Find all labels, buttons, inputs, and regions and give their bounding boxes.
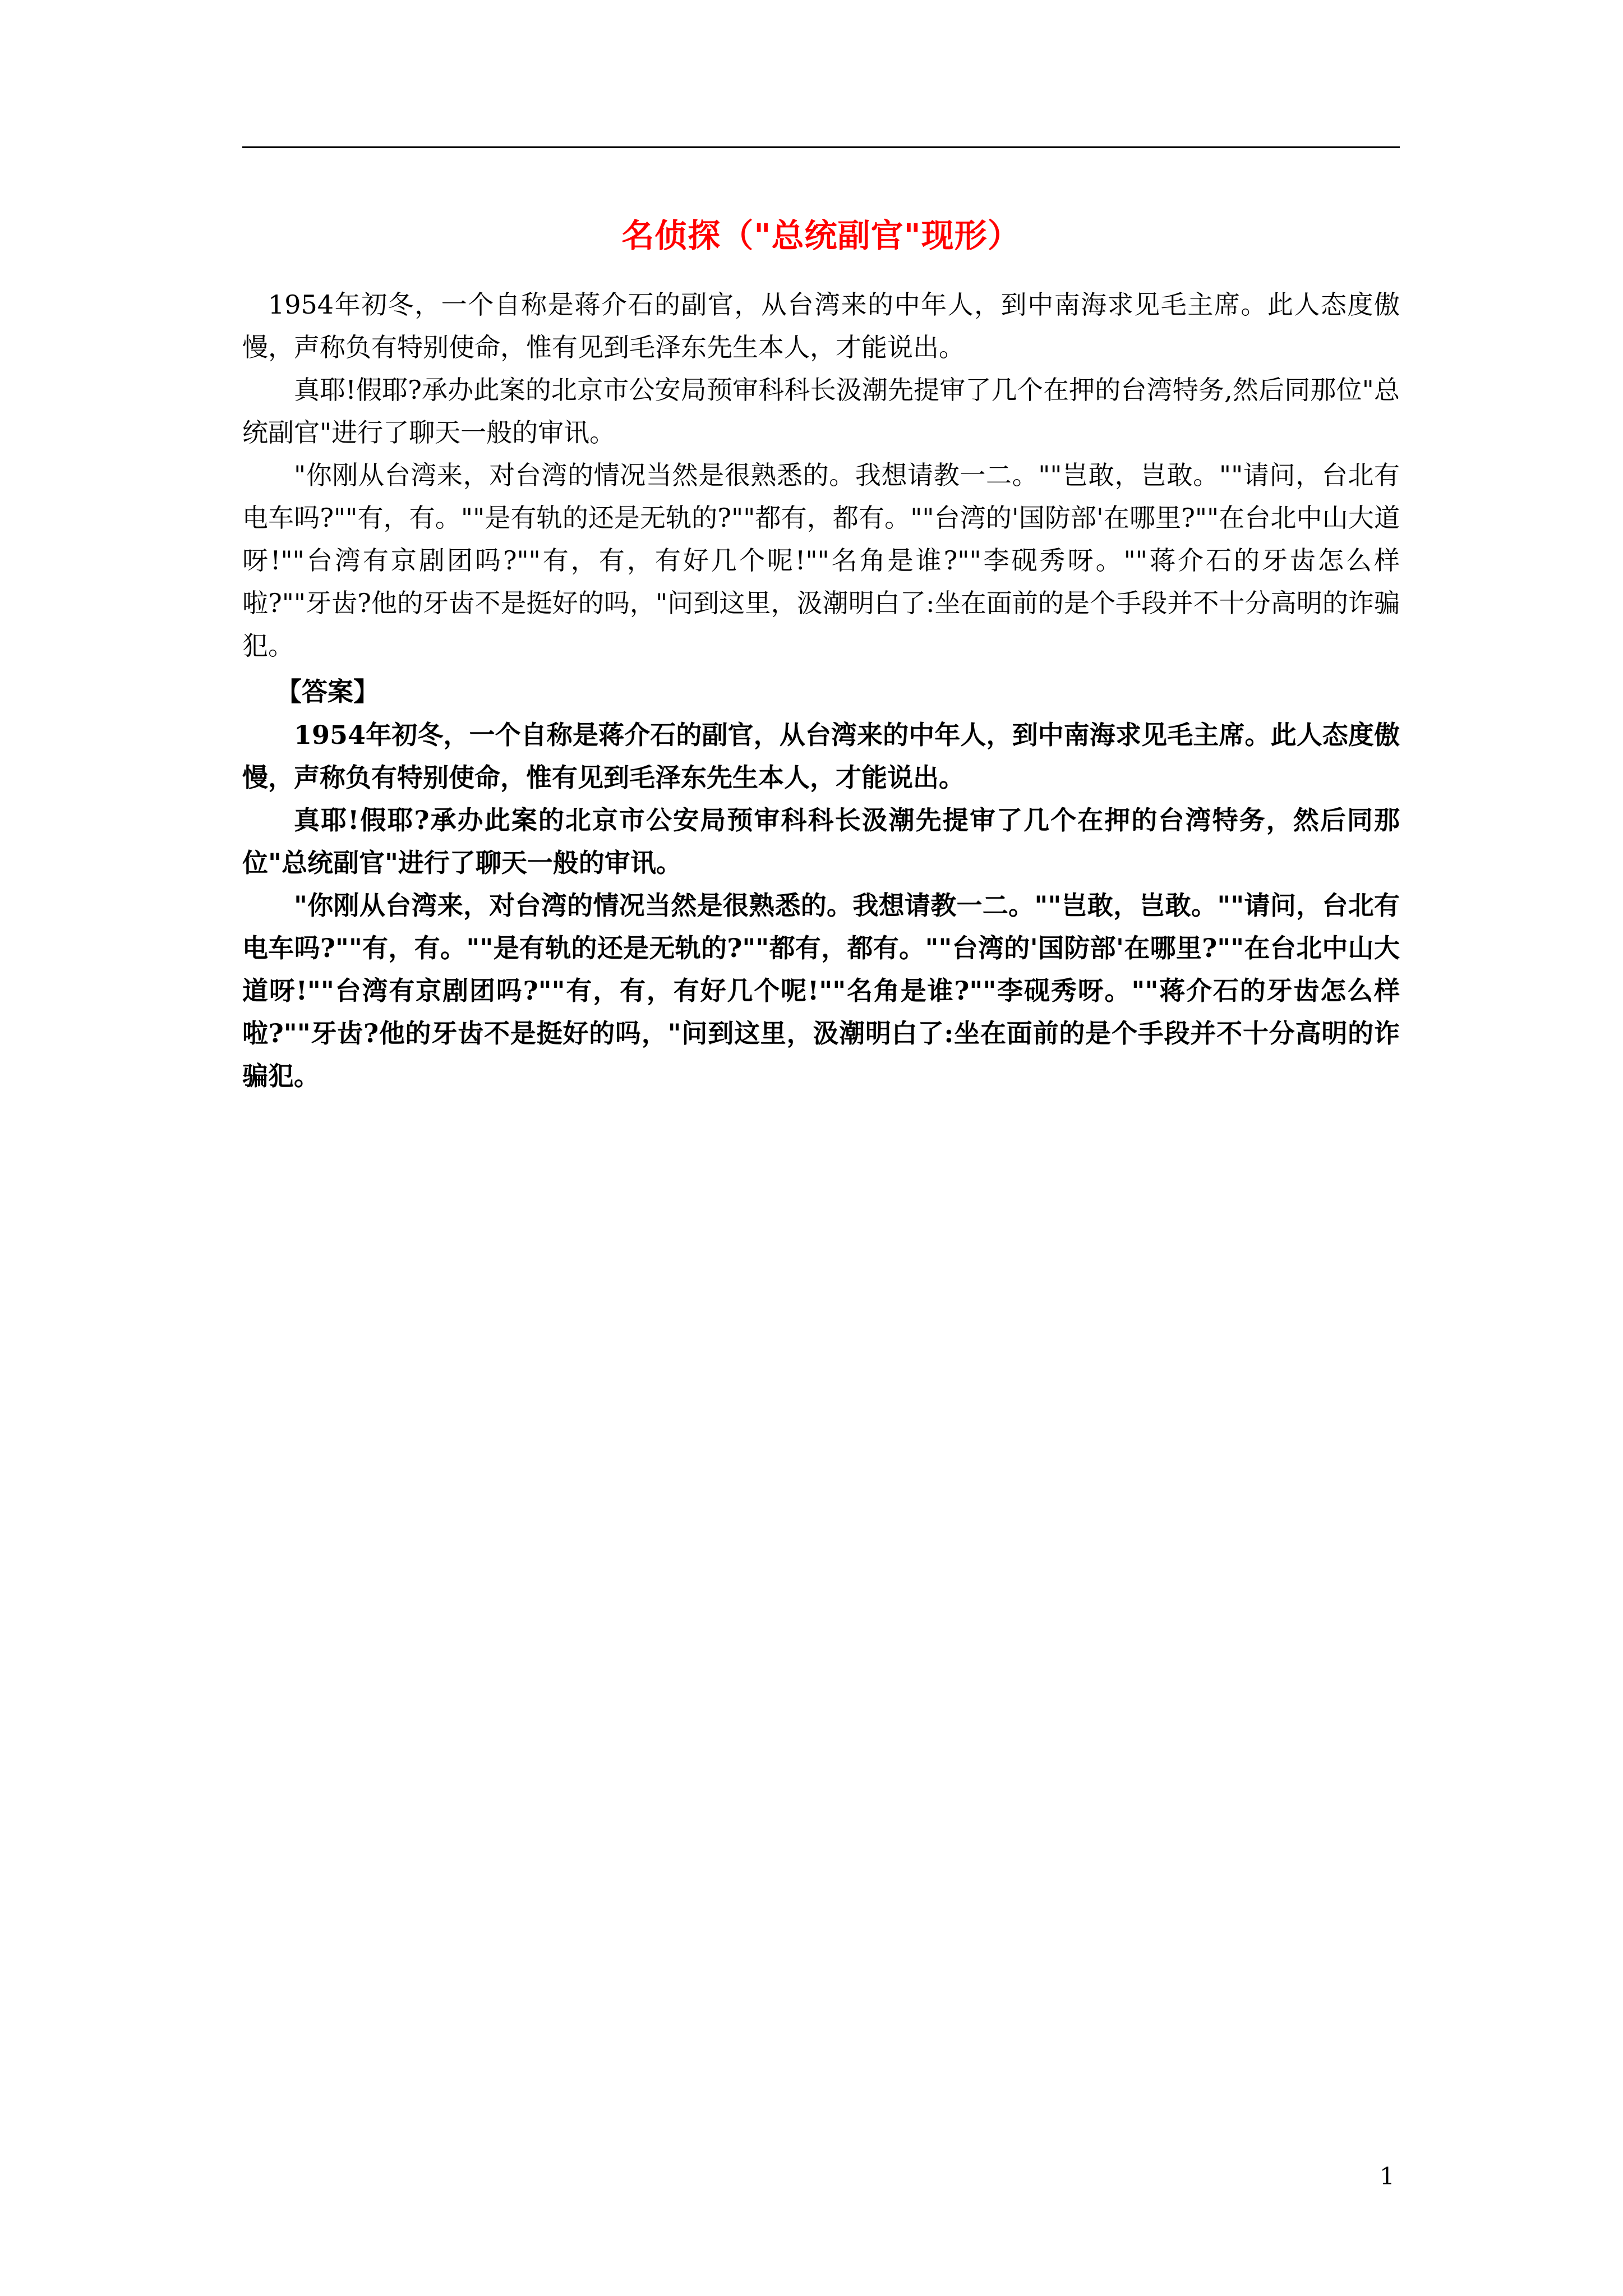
- question-paragraph-3: "你刚从台湾来，对台湾的情况当然是很熟悉的。我想请教一二。""岂敢，岂敢。""请问，台北有电车吗?""有，有。""是有轨的还是无轨的?""都有，都有。""台湾的'国防部'在哪里?""在台北中山大道呀!""台湾有京剧团吗?""有，有，有好几个呢!""名角是谁?""李砚秀呀。""蒋介石的牙齿怎么样啦?""牙齿?他的牙齿不是挺好的吗，"问到这里，汲潮明白了:坐在面前的是个手段并不十分高明的诈骗犯。: [242, 460, 1400, 661]
- answer-paragraph-1: 1954年初冬，一个自称是蒋介石的副官，从台湾来的中年人，到中南海求见毛主席。此人态度傲慢，声称负有特别使命，惟有见到毛泽东先生本人，才能说出。: [242, 720, 1400, 793]
- document-title: 名侦探（"总统副官"现形）: [621, 217, 1021, 255]
- question-section: [242, 283, 1400, 667]
- header-rule: [242, 146, 1400, 148]
- answer-paragraph-2: 真耶!假耶?承办此案的北京市公安局预审科科长汲潮先提审了几个在押的台湾特务，然后同那位"总统副官"进行了聊天一般的审讯。: [242, 805, 1400, 878]
- answer-label: 【答案】: [276, 677, 379, 707]
- answer-section: [242, 714, 1400, 1097]
- page-number: 1: [1380, 2162, 1395, 2190]
- question-paragraph-1: 1954年初冬，一个自称是蒋介石的副官，从台湾来的中年人，到中南海求见毛主席。此人态度傲慢，声称负有特别使命，惟有见到毛泽东先生本人，才能说出。: [242, 289, 1400, 362]
- question-paragraph-2: 真耶!假耶?承办此案的北京市公安局预审科科长汲潮先提审了几个在押的台湾特务,然后同那位"总统副官"进行了聊天一般的审讯。: [242, 375, 1400, 448]
- answer-paragraph-3: "你刚从台湾来，对台湾的情况当然是很熟悉的。我想请教一二。""岂敢，岂敢。""请问，台北有电车吗?""有，有。""是有轨的还是无轨的?""都有，都有。""台湾的'国防部'在哪里?""在台北中山大道呀!""台湾有京剧团吗?""有，有，有好几个呢!""名角是谁?""李砚秀呀。""蒋介石的牙齿怎么样啦?""牙齿?他的牙齿不是挺好的吗，"问到这里，汲潮明白了:坐在面前的是个手段并不十分高明的诈骗犯。: [242, 890, 1400, 1091]
